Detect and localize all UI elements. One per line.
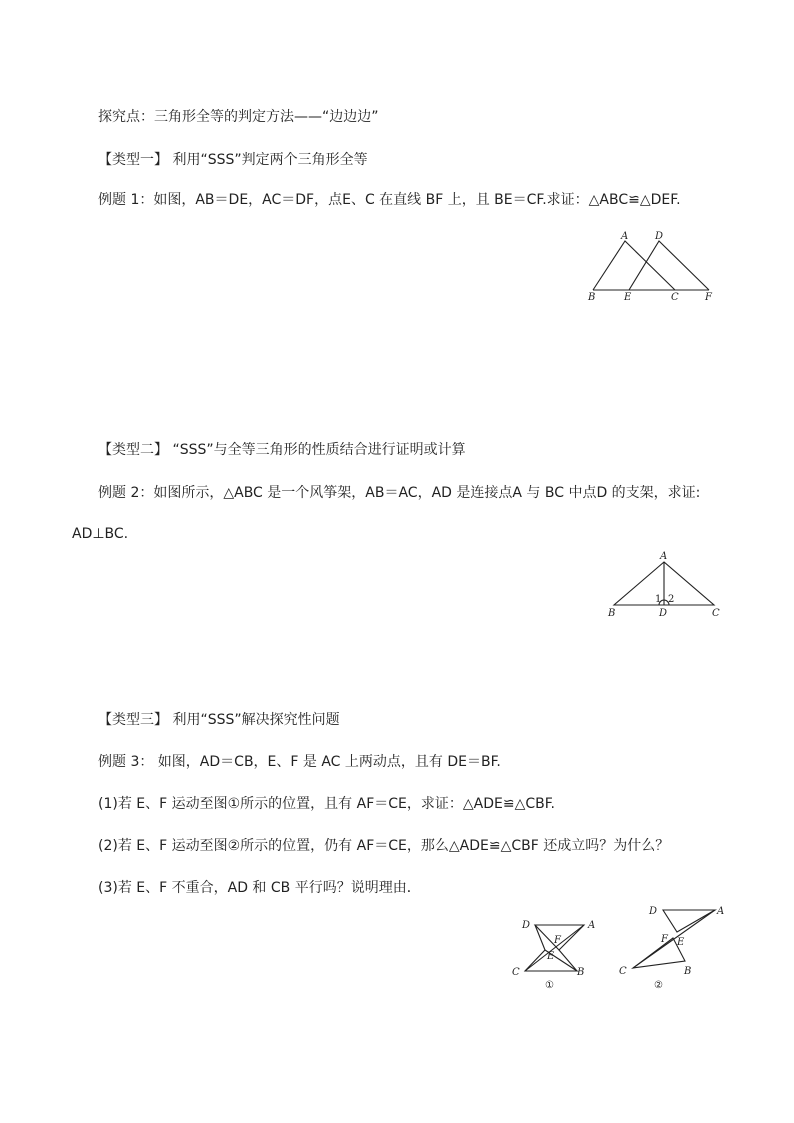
figure-3-diagram-2 xyxy=(615,898,735,993)
example2-line2: AD⊥BC. xyxy=(72,526,129,542)
label-a: A xyxy=(621,231,629,242)
label-e: E xyxy=(677,937,685,948)
segment-ac xyxy=(525,925,584,971)
label-b: B xyxy=(577,967,585,978)
figure-3-diagram-1 xyxy=(505,912,605,992)
label-b: B xyxy=(684,966,692,977)
label-c: C xyxy=(671,292,679,303)
label-b: B xyxy=(588,292,596,303)
figure-kite-frame xyxy=(600,550,730,622)
question-1: (1)若 E、F 运动至图①所示的位置，且有 AF＝CE，求证：△ADE≌△CBF. xyxy=(98,796,555,812)
label-e: E xyxy=(624,292,632,303)
label-a: A xyxy=(588,920,596,931)
label-d: D xyxy=(522,920,531,931)
label-f: F xyxy=(554,935,561,946)
label-a: A xyxy=(660,551,668,562)
example1-text: 例题 1：如图，AB＝DE，AC＝DF，点E、C 在直线 BF 上，且 BE＝CF.求证：△ABC≌△DEF. xyxy=(98,192,681,208)
question-3: (3)若 E、F 不重合，AD 和 CB 平行吗？说明理由． xyxy=(98,880,421,896)
question-2: (2)若 E、F 运动至图②所示的位置，仍有 AF＝CE，那么△ADE≌△CBF 还成立吗？为什么？ xyxy=(98,838,670,854)
segment-ac xyxy=(633,910,715,968)
type2-heading: 【类型二】 “SSS”与全等三角形的性质结合进行证明或计算 xyxy=(98,442,466,458)
label-c: C xyxy=(619,966,627,977)
example2-line1: 例题 2：如图所示，△ABC 是一个风筝架，AB＝AC，AD 是连接点A 与 BC 中点D 的支架，求证: xyxy=(98,485,701,501)
type1-heading: 【类型一】 利用“SSS”判定两个三角形全等 xyxy=(98,152,368,168)
label-d: D xyxy=(659,608,668,619)
label-b: B xyxy=(608,608,616,619)
label-e: E xyxy=(547,951,555,962)
triangle-def xyxy=(629,241,709,290)
label-f: F xyxy=(661,934,668,945)
angle-2-label: 2 xyxy=(668,594,675,605)
label-d: D xyxy=(649,906,658,917)
caption-2: ② xyxy=(654,980,663,991)
label-d: D xyxy=(655,231,664,242)
label-a: A xyxy=(717,906,725,917)
label-f: F xyxy=(705,292,712,303)
example3-text: 例题 3： 如图，AD＝CB，E、F 是 AC 上两动点，且有 DE＝BF. xyxy=(98,754,501,770)
segment-de xyxy=(535,925,545,950)
angle-1-label: 1 xyxy=(655,594,662,605)
figure-triangles-abc-def xyxy=(582,230,722,305)
label-c: C xyxy=(712,608,720,619)
label-c: C xyxy=(512,967,520,978)
type3-heading: 【类型三】 利用“SSS”解决探究性问题 xyxy=(98,712,340,728)
section-title: 探究点：三角形全等的判定方法——“边边边” xyxy=(98,109,379,125)
caption-1: ① xyxy=(545,980,554,991)
